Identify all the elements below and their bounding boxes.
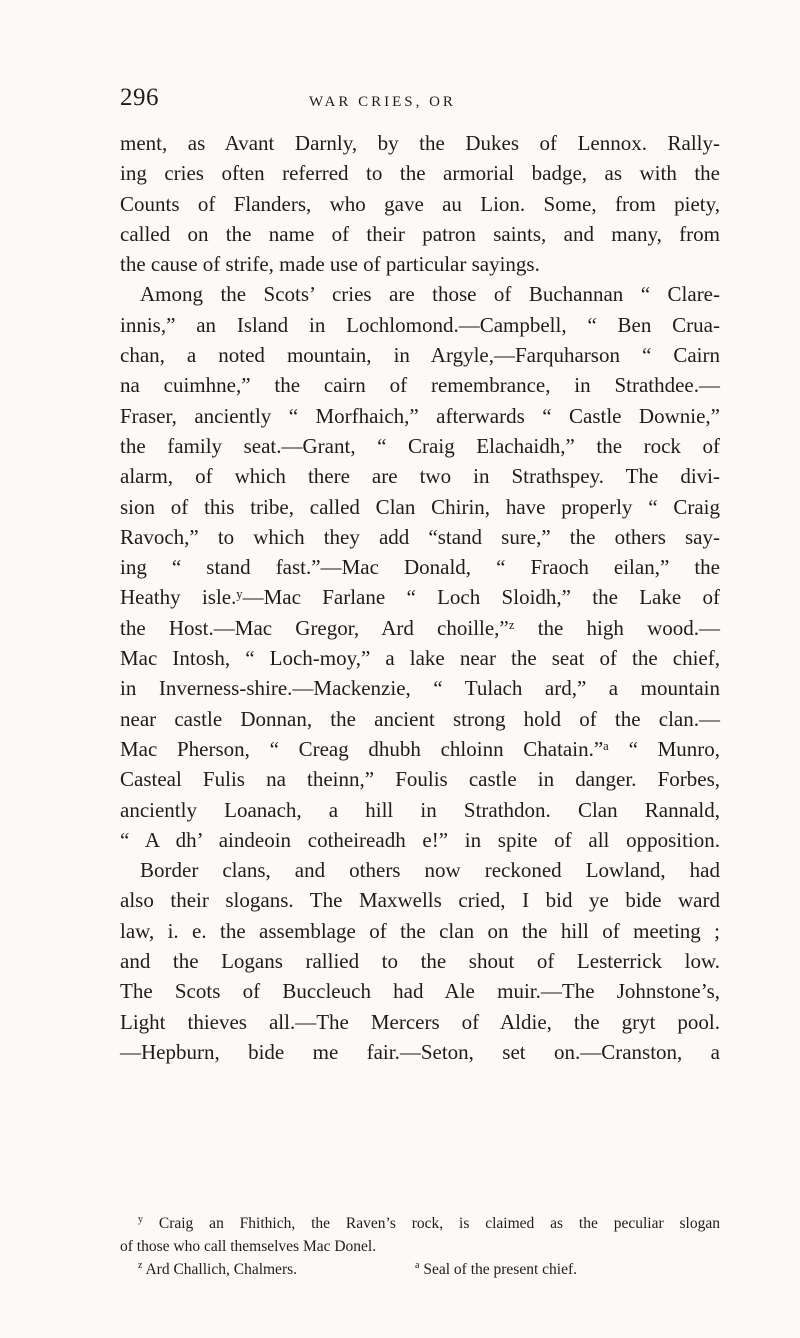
text-line: chan, a noted mountain, in Argyle,—Farquharson “ Cairn <box>120 343 720 368</box>
footnote-text: Seal of the present chief. <box>423 1261 577 1278</box>
footnote-marker: a <box>415 1259 420 1271</box>
footnote-y-continued: of those who call themselves Mac Donel. <box>120 1238 377 1255</box>
text-line: Light thieves all.—The Mercers of Aldie, the gryt pool. <box>120 1009 720 1034</box>
footnotes <box>120 1212 720 1281</box>
page-number: 296 <box>120 84 159 111</box>
footnote-y <box>120 1212 720 1235</box>
text-line: Border clans, and others now reckoned Lowland, had <box>140 858 720 883</box>
text-line: The Scots of Buccleuch had Ale muir.—The Johnstone’s, <box>120 979 720 1004</box>
text-line: anciently Loanach, a hill in Strathdon. Clan Rannald, <box>120 797 720 822</box>
footnote-marker: z <box>138 1259 143 1271</box>
text-line: —Hepburn, bide me fair.—Seton, set on.—Cranston, a <box>120 1039 720 1064</box>
text-line: innis,” an Island in Lochlomond.—Campbell, “ Ben Crua- <box>120 312 720 337</box>
text-line: law, i. e. the assemblage of the clan on the hill of meeting ; <box>120 918 720 943</box>
text-line: na cuimhne,” the cairn of remembrance, in Strathdee.— <box>120 373 720 398</box>
text-line: “ A dh’ aindeoin cotheireadh e!” in spite of all opposition. <box>120 827 720 852</box>
text-line: near castle Donnan, the ancient strong hold of the clan.— <box>120 706 720 731</box>
text-line: and the Logans rallied to the shout of Lesterrick low. <box>120 949 720 974</box>
text-line: sion of this tribe, called Clan Chirin, have properly “ Craig <box>120 494 720 519</box>
text-line: Mac Intosh, “ Loch-moy,” a lake near the seat of the chief, <box>120 646 720 671</box>
text-line: the Host.—Mac Gregor, Ard choille,”ᶻ the high wood.— <box>120 615 720 640</box>
text-line: Casteal Fulis na theinn,” Foulis castle in danger. Forbes, <box>120 767 720 792</box>
text-line: Heathy isle.ʸ—Mac Farlane “ Loch Sloidh,” the Lake of <box>120 585 720 610</box>
text-line: the family seat.—Grant, “ Craig Elachaidh,” the rock of <box>120 433 720 458</box>
running-title: WAR CRIES, OR <box>309 94 456 110</box>
text-line: Mac Pherson, “ Creag dhubh chloinn Chatain.”ᵃ “ Munro, <box>120 736 720 761</box>
text-line: called on the name of their patron saints, and many, from <box>120 221 720 246</box>
footnote-text: Ard Challich, Chalmers. <box>145 1261 298 1278</box>
text-line: also their slogans. The Maxwells cried, I bid ye bide ward <box>120 888 720 913</box>
footnote-marker: y <box>138 1213 143 1225</box>
footnote-z-a <box>120 1258 720 1281</box>
body-text <box>120 128 720 1067</box>
text-line: ment, as Avant Darnly, by the Dukes of Lennox. Rally- <box>120 131 720 155</box>
running-head <box>120 84 720 114</box>
text-line: Counts of Flanders, who gave au Lion. Some, from piety, <box>120 191 720 216</box>
text-line: ing cries often referred to the armorial badge, as with the <box>120 161 720 186</box>
footnote-text: Craig an Fhithich, the Raven’s rock, is claimed as the peculiar slogan <box>158 1215 720 1232</box>
text-line: Among the Scots’ cries are those of Buchannan “ Clare- <box>140 282 720 307</box>
text-line: alarm, of which there are two in Strathspey. The divi- <box>120 464 720 489</box>
text-line: ing “ stand fast.”—Mac Donald, “ Fraoch eilan,” the <box>120 555 720 580</box>
text-line: Ravoch,” to which they add “stand sure,” the others say- <box>120 524 720 549</box>
text-line: Fraser, anciently “ Morfhaich,” afterwards “ Castle Downie,” <box>120 403 720 428</box>
text-line: the cause of strife, made use of particular sayings. <box>120 252 540 277</box>
text-line: in Inverness-shire.—Mackenzie, “ Tulach ard,” a mountain <box>120 676 720 701</box>
